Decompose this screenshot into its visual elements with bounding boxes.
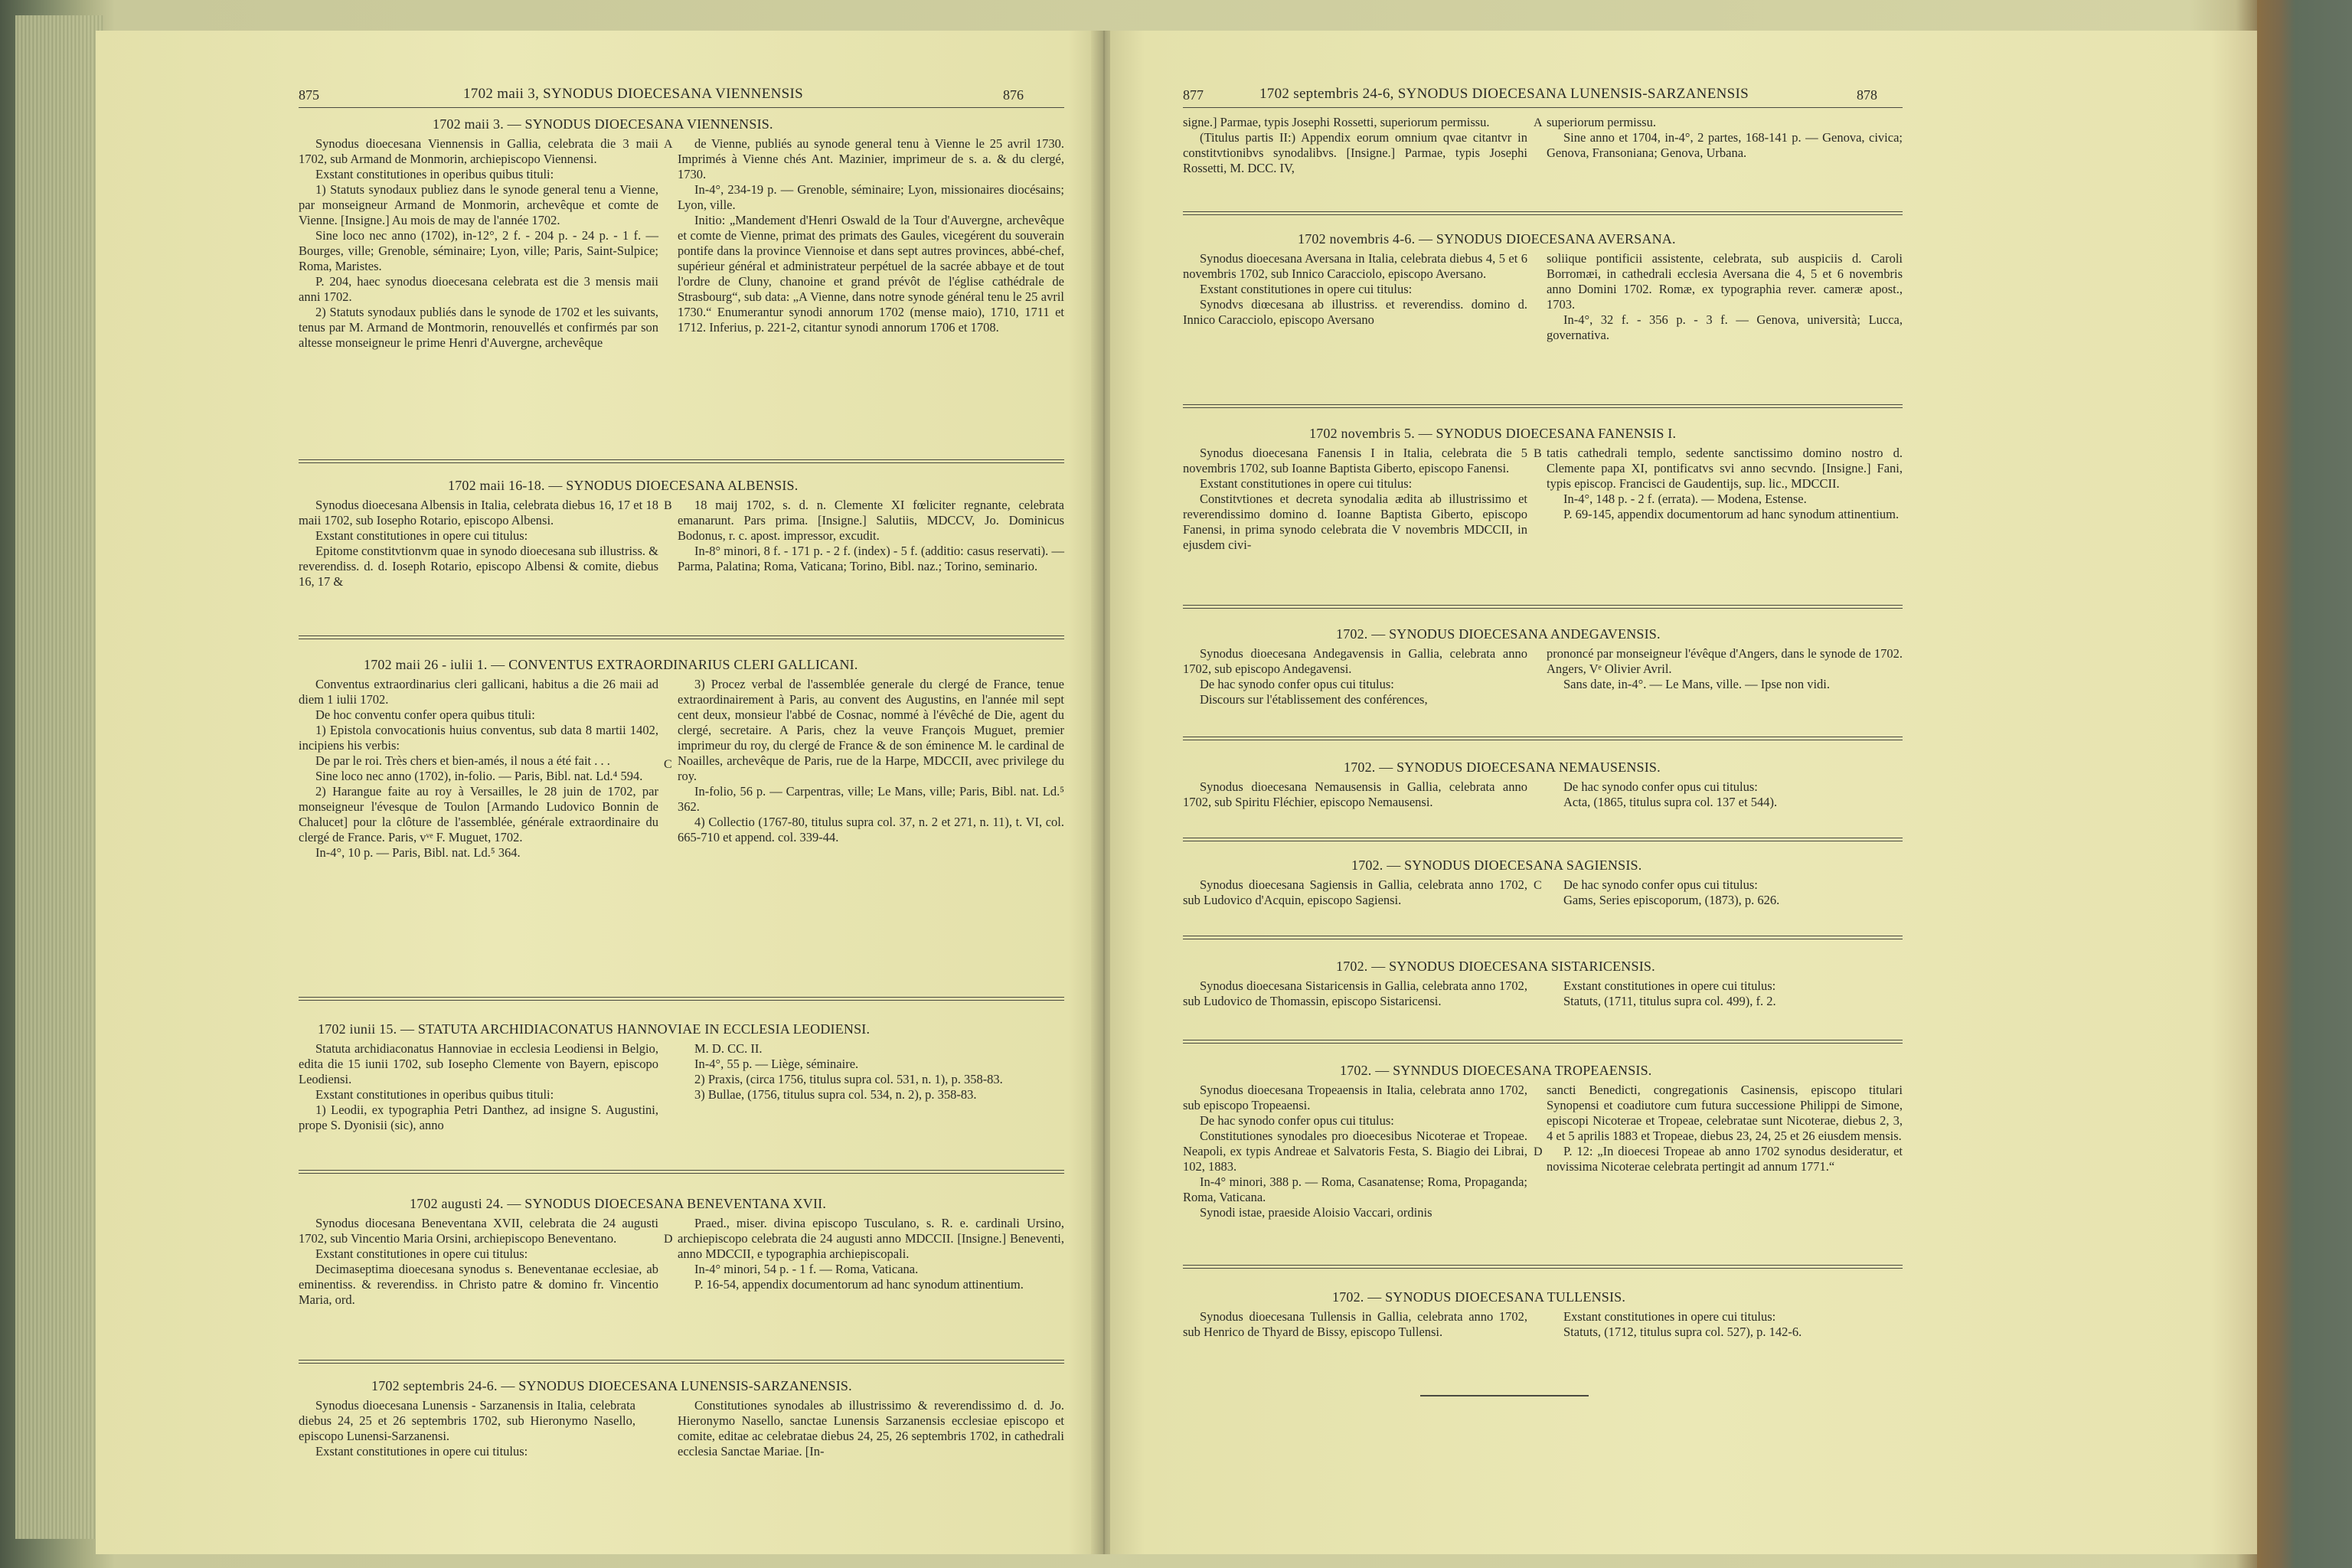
section-title: 1702. — SYNODUS DIOECESANA SISTARICENSIS.: [1336, 959, 1655, 974]
margin-letter-c: C: [664, 758, 672, 771]
margin-letter-a: A: [664, 138, 673, 151]
section-title: 1702 novembris 4-6. — SYNODUS DIOECESANA AVERSANA.: [1298, 231, 1676, 247]
section-title: 1702. — SYNODUS DIOECESANA SAGIENSIS.: [1351, 858, 1642, 873]
column-number-878: 878: [1857, 87, 1877, 103]
right-page: [1110, 31, 2257, 1554]
section-col-1: Synodus dioecesana Lunensis - Sarzanensis in Italia, celebrata diebus 24, 25 et 26 septembris 1702, sub Hieronymo Nasello, episcopo Lunensi-Sarzanensi. Exstant constitutiones in opere cui titulus:: [299, 1398, 635, 1459]
section-rule: [1183, 211, 1903, 215]
section-title: 1702 septembris 24-6. — SYNODUS DIOECESANA LUNENSIS-SARZANENSIS.: [371, 1378, 852, 1393]
section-rule: [299, 635, 1064, 639]
section-title: 1702 maii 26 - iulii 1. — CONVENTUS EXTRAORDINARIUS CLERI GALLICANI.: [364, 657, 858, 672]
section-col-1: Synodus dioecesana Tullensis in Gallia, celebrata anno 1702, sub Henrico de Thyard de Bissy, episcopo Tullensi.: [1183, 1309, 1527, 1339]
section-col-2: De hac synodo confer opus cui titulus: Acta, (1865, titulus supra col. 137 et 544).: [1563, 779, 1778, 809]
section-rule: [1183, 1265, 1903, 1269]
section-col-1: Synodus dioecesana Albensis in Italia, celebrata diebus 16, 17 et 18 maii 1702, sub Iosepho Rotario, episcopo Albensi. Exstant constitutiones in opere cui titulus: Epitome constitvtionvm quae in synodo dioecesana sub illustriss. & reverendiss. d. d. Ioseph Rotario, episcopo Albensi & comite, diebus 16, 17 &: [299, 498, 658, 589]
column-number-876: 876: [1003, 87, 1024, 103]
section-col-2: superiorum permissu. Sine anno et 1704, in-4°, 2 partes, 168-141 p. — Genova, civica; Genova, Fransoniana; Genova, Urbana.: [1547, 115, 1903, 160]
left-page: [96, 31, 1099, 1554]
section-title: 1702. — SYNODUS DIOECESANA NEMAUSENSIS.: [1344, 760, 1661, 775]
section-col-1: Synodus diocesana Beneventana XVII, celebrata die 24 augusti 1702, sub Vincentio Maria Orsini, archiepiscopo Beneventano. Exstant constitutiones in opere cui titulus: Decimaseptima dioecesana synodus s. Beneventanae ecclesiae, ab eminentiss. & reverendiss. in Christo patre & domino fr. Vincentio Maria, ord.: [299, 1216, 658, 1307]
section-rule: [1183, 605, 1903, 609]
section-col-2: Exstant constitutiones in opere cui titulus: Statuts, (1712, titulus supra col. 527), p. 142-6.: [1563, 1309, 1802, 1339]
section-rule: [1183, 404, 1903, 408]
page-edges: [15, 15, 103, 1539]
section-col-1: Synodus dioecesana Aversana in Italia, celebrata diebus 4, 5 et 6 novembris 1702, sub Innico Caracciolo, episcopo Aversano. Exstant constitutiones in opere cui titulus: Synodvs diœcesana ab illustriss. et reverendiss. domino d. Innico Caracciolo, episcopo Aversano: [1183, 251, 1527, 327]
section-col-2: tatis cathedrali templo, sedente sanctissimo domino nostro d. Clemente papa XI, pontificatvs svi anno secvndo. [Insigne.] Fani, typis episcop. Francisci de Gaudentijs, sup. lic., MDCCII. In-4°, 148 p. - 2 f. (errata). — Modena, Estense. P. 69-145, appendix documentorum ad hanc synodum attinentium.: [1547, 446, 1903, 521]
margin-letter-d: D: [1534, 1145, 1543, 1158]
section-col-1: Synodus dioecesana Sistaricensis in Gallia, celebrata anno 1702, sub Ludovico de Thomassin, episcopo Sistaricensi.: [1183, 978, 1527, 1008]
section-col-2: 18 maij 1702, s. d. n. Clemente XI fœliciter regnante, celebrata emanarunt. Pars prima. [Insigne.] Salutiis, MDCCV, Jo. Dominicus Bodonus, r. c. apost. impressor, excudit. In-8° minori, 8 f. - 171 p. - 2 f. (index) - 5 f. (additio: casus reservati). — Parma, Palatina; Roma, Vaticana; Torino, Bibl. naz.; Torino, seminario.: [678, 498, 1064, 573]
section-title: 1702 novembris 5. — SYNODUS DIOECESANA FANENSIS I.: [1309, 426, 1677, 441]
section-rule: [299, 997, 1064, 1001]
section-rule: [1183, 737, 1903, 740]
section-col-1: Synodus dioecesana Sagiensis in Gallia, celebrata anno 1702, sub Ludovico d'Acquin, episcopo Sagiensi.: [1183, 877, 1527, 907]
section-rule: [1183, 936, 1903, 939]
section-col-1: Synodus dioecesana Nemausensis in Gallia, celebrata anno 1702, sub Spiritu Fléchier, episcopo Nemausensi.: [1183, 779, 1527, 809]
section-col-2: Constitutiones synodales ab illustrissimo & reverendissimo d. d. Jo. Hieronymo Nasello, sanctae Lunensis Sarzanensis ecclesiae episcopo et comite, editae ac celebratae diebus 24, 25, 26 septembris 1702, in cathedrali ecclesia Sanctae Mariae. [In-: [678, 1398, 1064, 1459]
section-rule: [1183, 1040, 1903, 1044]
section-col-2: sancti Benedicti, congregationis Casinensis, episcopo titulari Synopensi et coadiutore cum futura successione Philippi de Simone, episcopi Nicoterae et Tropeae, celebratae sunt Nicoterae, diebus 2, 3, 4 et 5 aprilis 1883 et Tropeae, diebus 23, 24, 25 et 26 eiusdem mensis. P. 12: „In dioecesi Tropeae ab anno 1702 synodus desideratur, et novissima Nicoterae celebrata pertingit ad annum 1771.“: [1547, 1083, 1903, 1174]
column-number-877: 877: [1183, 87, 1204, 103]
end-rule: [1420, 1395, 1589, 1396]
section-rule: [1183, 838, 1903, 841]
section-col-2: M. D. CC. II. In-4°, 55 p. — Liège, séminaire. 2) Praxis, (circa 1756, titulus supra col. 531, n. 1), p. 358-83. 3) Bullae, (1756, titulus supra col. 534, n. 2), p. 358-83.: [694, 1041, 1003, 1102]
head-rule: [299, 107, 1064, 108]
section-col-1: Synodus dioecesana Andegavensis in Gallia, celebrata anno 1702, sub episcopo Andegavensi. De hac synodo confer opus cui titulus: Discours sur l'établissement des conférences,: [1183, 646, 1527, 707]
section-title: 1702 iunii 15. — STATUTA ARCHIDIACONATUS HANNOVIAE IN ECCLESIA LEODIENSI.: [318, 1021, 871, 1037]
section-title: 1702 augusti 24. — SYNODUS DIOECESANA BENEVENTANA XVII.: [410, 1196, 827, 1211]
section-col-2: 3) Procez verbal de l'assemblée generale du clergé de France, tenue extraordinairement à Paris, au convent des Augustins, en l'année mil sept cent deux, monsieur l'abbé de Cosnac, nommé à l'évêché de Die, agent du clergé, secretaire. A Paris, chez la veuve François Muguet, premier imprimeur du roy, du clergé de France & de son éminence M. le cardinal de Noailles, archevêque de Paris, rue de la Harpe, MDCCII, avec privilege du roy. In-folio, 56 p. — Carpentras, ville; Le Mans, ville; Paris, Bibl. nat. Ld.⁵ 362. 4) Collectio (1767-80, titulus supra col. 37, n. 2 et 271, n. 11), t. VI, col. 665-710 et append. col. 339-44.: [678, 677, 1064, 844]
book-cover-edge: [2257, 0, 2352, 1568]
section-title: 1702 maii 3. — SYNODUS DIOECESANA VIENNENSIS.: [433, 116, 773, 132]
running-head-right: 1702 septembris 24-6, SYNODUS DIOECESANA LUNENSIS-SARZANENSIS: [1259, 86, 1749, 102]
margin-letter-b: B: [1534, 447, 1542, 460]
head-rule: [1183, 107, 1903, 108]
section-col-2: soliique pontificii assistente, celebrata, sub auspiciis d. Caroli Borromæi, in cathedrali ecclesia Aversana die 4, 5 et 6 novembris anno Domini 1702. Romæ, ex typographia rever. cameræ apost., 1703. In-4°, 32 f. - 356 p. - 3 f. — Genova, università; Lucca, governativa.: [1547, 251, 1903, 342]
section-col-2: De hac synodo confer opus cui titulus: Gams, Series episcoporum, (1873), p. 626.: [1563, 877, 1780, 907]
margin-letter-a: A: [1534, 116, 1543, 129]
section-rule: [299, 459, 1064, 463]
margin-letter-c: C: [1534, 879, 1542, 892]
section-title: 1702 maii 16-18. — SYNODUS DIOECESANA ALBENSIS.: [448, 478, 799, 493]
section-col-1: Conventus extraordinarius cleri gallicani, habitus a die 26 maii ad diem 1 iulii 1702. De hoc conventu confer opera quibus tituli: 1) Epistola convocationis huius conventus, sub data 8 martii 1402, incipiens his verbis: De par le roi. Très chers et bien-amés, il nous a été fait . . . Sine loco nec anno (1702), in-folio. — Paris, Bibl. nat. Ld.⁴ 594. 2) Harangue faite au roy à Versailles, le 28 juin de 1702, par monseigneur l'évesque de Toulon [Armando Ludovico Bonnin de Chalucet] pour la clôture de l'assemblée, générale extraordinaire du clergé de France. Paris, vᵛᵉ F. Muguet, 1702. In-4°, 10 p. — Paris, Bibl. nat. Ld.⁵ 364.: [299, 677, 658, 860]
section-title: 1702. — SYNNDUS DIOECESANA TROPEAENSIS.: [1340, 1063, 1652, 1078]
section-rule: [299, 1360, 1064, 1364]
section-col-1: Synodus dioecesana Fanensis I in Italia, celebrata die 5 novembris 1702, sub Ioanne Baptista Giberto, episcopo Fanensi. Exstant constitutiones in opere cui titulus: Constitvtiones et decreta synodalia ædita ab illustrissimo et reverendissimo domino d. Ioanne Baptista Giberto, episcopo Fanensi, in prima synodo celebrata die V novembris MDCCII, in ejusdem civi-: [1183, 446, 1527, 552]
section-rule: [299, 1170, 1064, 1174]
section-col-1: Statuta archidiaconatus Hannoviae in ecclesia Leodiensi in Belgio, edita die 15 iunii 1702, sub Iosepho Clemente von Bayern, episcopo Leodiensi. Exstant constitutiones in operibus quibus tituli: 1) Leodii, ex typographia Petri Danthez, ad insigne S. Augustini, prope S. Dyonisii (sic), anno: [299, 1041, 658, 1132]
margin-letter-b: B: [664, 499, 672, 512]
section-col-1: Synodus dioecesana Viennensis in Gallia, celebrata die 3 maii 1702, sub Armand de Monmorin, archiepiscopo Viennensi. Exstant constitutiones in operibus quibus tituli: 1) Statuts synodaux publiez dans le synode general tenu a Vienne, par monseigneur Armand de Monmorin, archevêque et comte de Vienne. [Insigne.] Au mois de may de l'année 1702. Sine loco nec anno (1702), in-12°, 2 f. - 204 p. - 24 p. - 1 f. — Bourges, ville; Grenoble, séminaire; Lyon, ville; Paris, Saint-Sulpice; Roma, Maristes. P. 204, haec synodus dioecesana celebrata est die 3 mensis maii anni 1702. 2) Statuts synodaux publiés dans le synode de 1702 et les suivants, tenus par M. Armand de Montmorin, renouvellés et confirmés par son altesse monseigneur le prime Henri d'Auvergne, archevêque: [299, 136, 658, 350]
section-col-1: Synodus dioecesana Tropeaensis in Italia, celebrata anno 1702, sub episcopo Tropeaensi. De hac synodo confer opus cui titulus: Constitutiones synodales pro dioecesibus Nicoterae et Tropeae. Neapoli, ex typis Andreae et Salvatoris Festa, S. Biagio dei Librai, 102, 1883. In-4° minori, 388 p. — Roma, Casanatense; Roma, Propaganda; Roma, Vaticana. Synodi istae, praeside Aloisio Vaccari, ordinis: [1183, 1083, 1527, 1220]
section-col-2: prononcé par monseigneur l'évêque d'Angers, dans le synode de 1702. Angers, Vᵉ Olivier Avril. Sans date, in-4°. — Le Mans, ville. — Ipse non vidi.: [1547, 646, 1903, 691]
section-col-2: de Vienne, publiés au synode general tenu à Vienne le 25 avril 1730. Imprimés à Vienne chés Ant. Mazinier, imprimeur de s. a. & du clergé, 1730. In-4°, 234-19 p. — Grenoble, séminaire; Lyon, missionaires diocésains; Lyon, ville. Initio: „Mandement d'Henri Oswald de la Tour d'Auvergne, archevêque et comte de Vienne, primat des primats des Gaules, vicegérent du souverain pontife dans la province Viennoise et dans sept autres provinces, abbé-chef, supérieur général et administrateur perpétuel de la sacrée abbaye et de tout l'ordre de Cluny, chanoine et grand prévôt de l'église cathédrale de Strasbourg“, sub data: „A Vienne, dans notre synode général tenu le 25 avril 1730.“ Enumerantur synodi annorum 1702 (mense maio), 1710, 1711 et 1712. Inferius, p. 221-2, citantur synodi annorum 1706 et 1708.: [678, 136, 1064, 335]
section-col-1: signe.] Parmae, typis Josephi Rossetti, superiorum permissu. (Titulus partis II:) Appendix eorum omnium qvae citantvr in constitvtionibvs synodalibvs. [Insigne.] Parmae, typis Josephi Rossetti, M. DCC. IV,: [1183, 115, 1527, 175]
section-title: 1702. — SYNODUS DIOECESANA ANDEGAVENSIS.: [1336, 626, 1661, 642]
section-col-2: Praed., miser. divina episcopo Tusculano, s. R. e. cardinali Ursino, archiepiscopo celebrata die 24 augusti anno MDCCII. [Insigne.] Beneventi, anno MDCCII, e typographia archiepiscopali. In-4° minori, 54 p. - 1 f. — Roma, Vaticana. P. 16-54, appendix documentorum ad hanc synodum attinentium.: [678, 1216, 1064, 1292]
section-col-2: Exstant constitutiones in opere cui titulus: Statuts, (1711, titulus supra col. 499), f. 2.: [1563, 978, 1776, 1008]
section-title: 1702. — SYNODUS DIOECESANA TULLENSIS.: [1332, 1289, 1626, 1305]
column-number-875: 875: [299, 87, 319, 103]
margin-letter-d: D: [664, 1233, 673, 1246]
running-head-left: 1702 maii 3, SYNODUS DIOECESANA VIENNENSIS: [463, 86, 803, 102]
